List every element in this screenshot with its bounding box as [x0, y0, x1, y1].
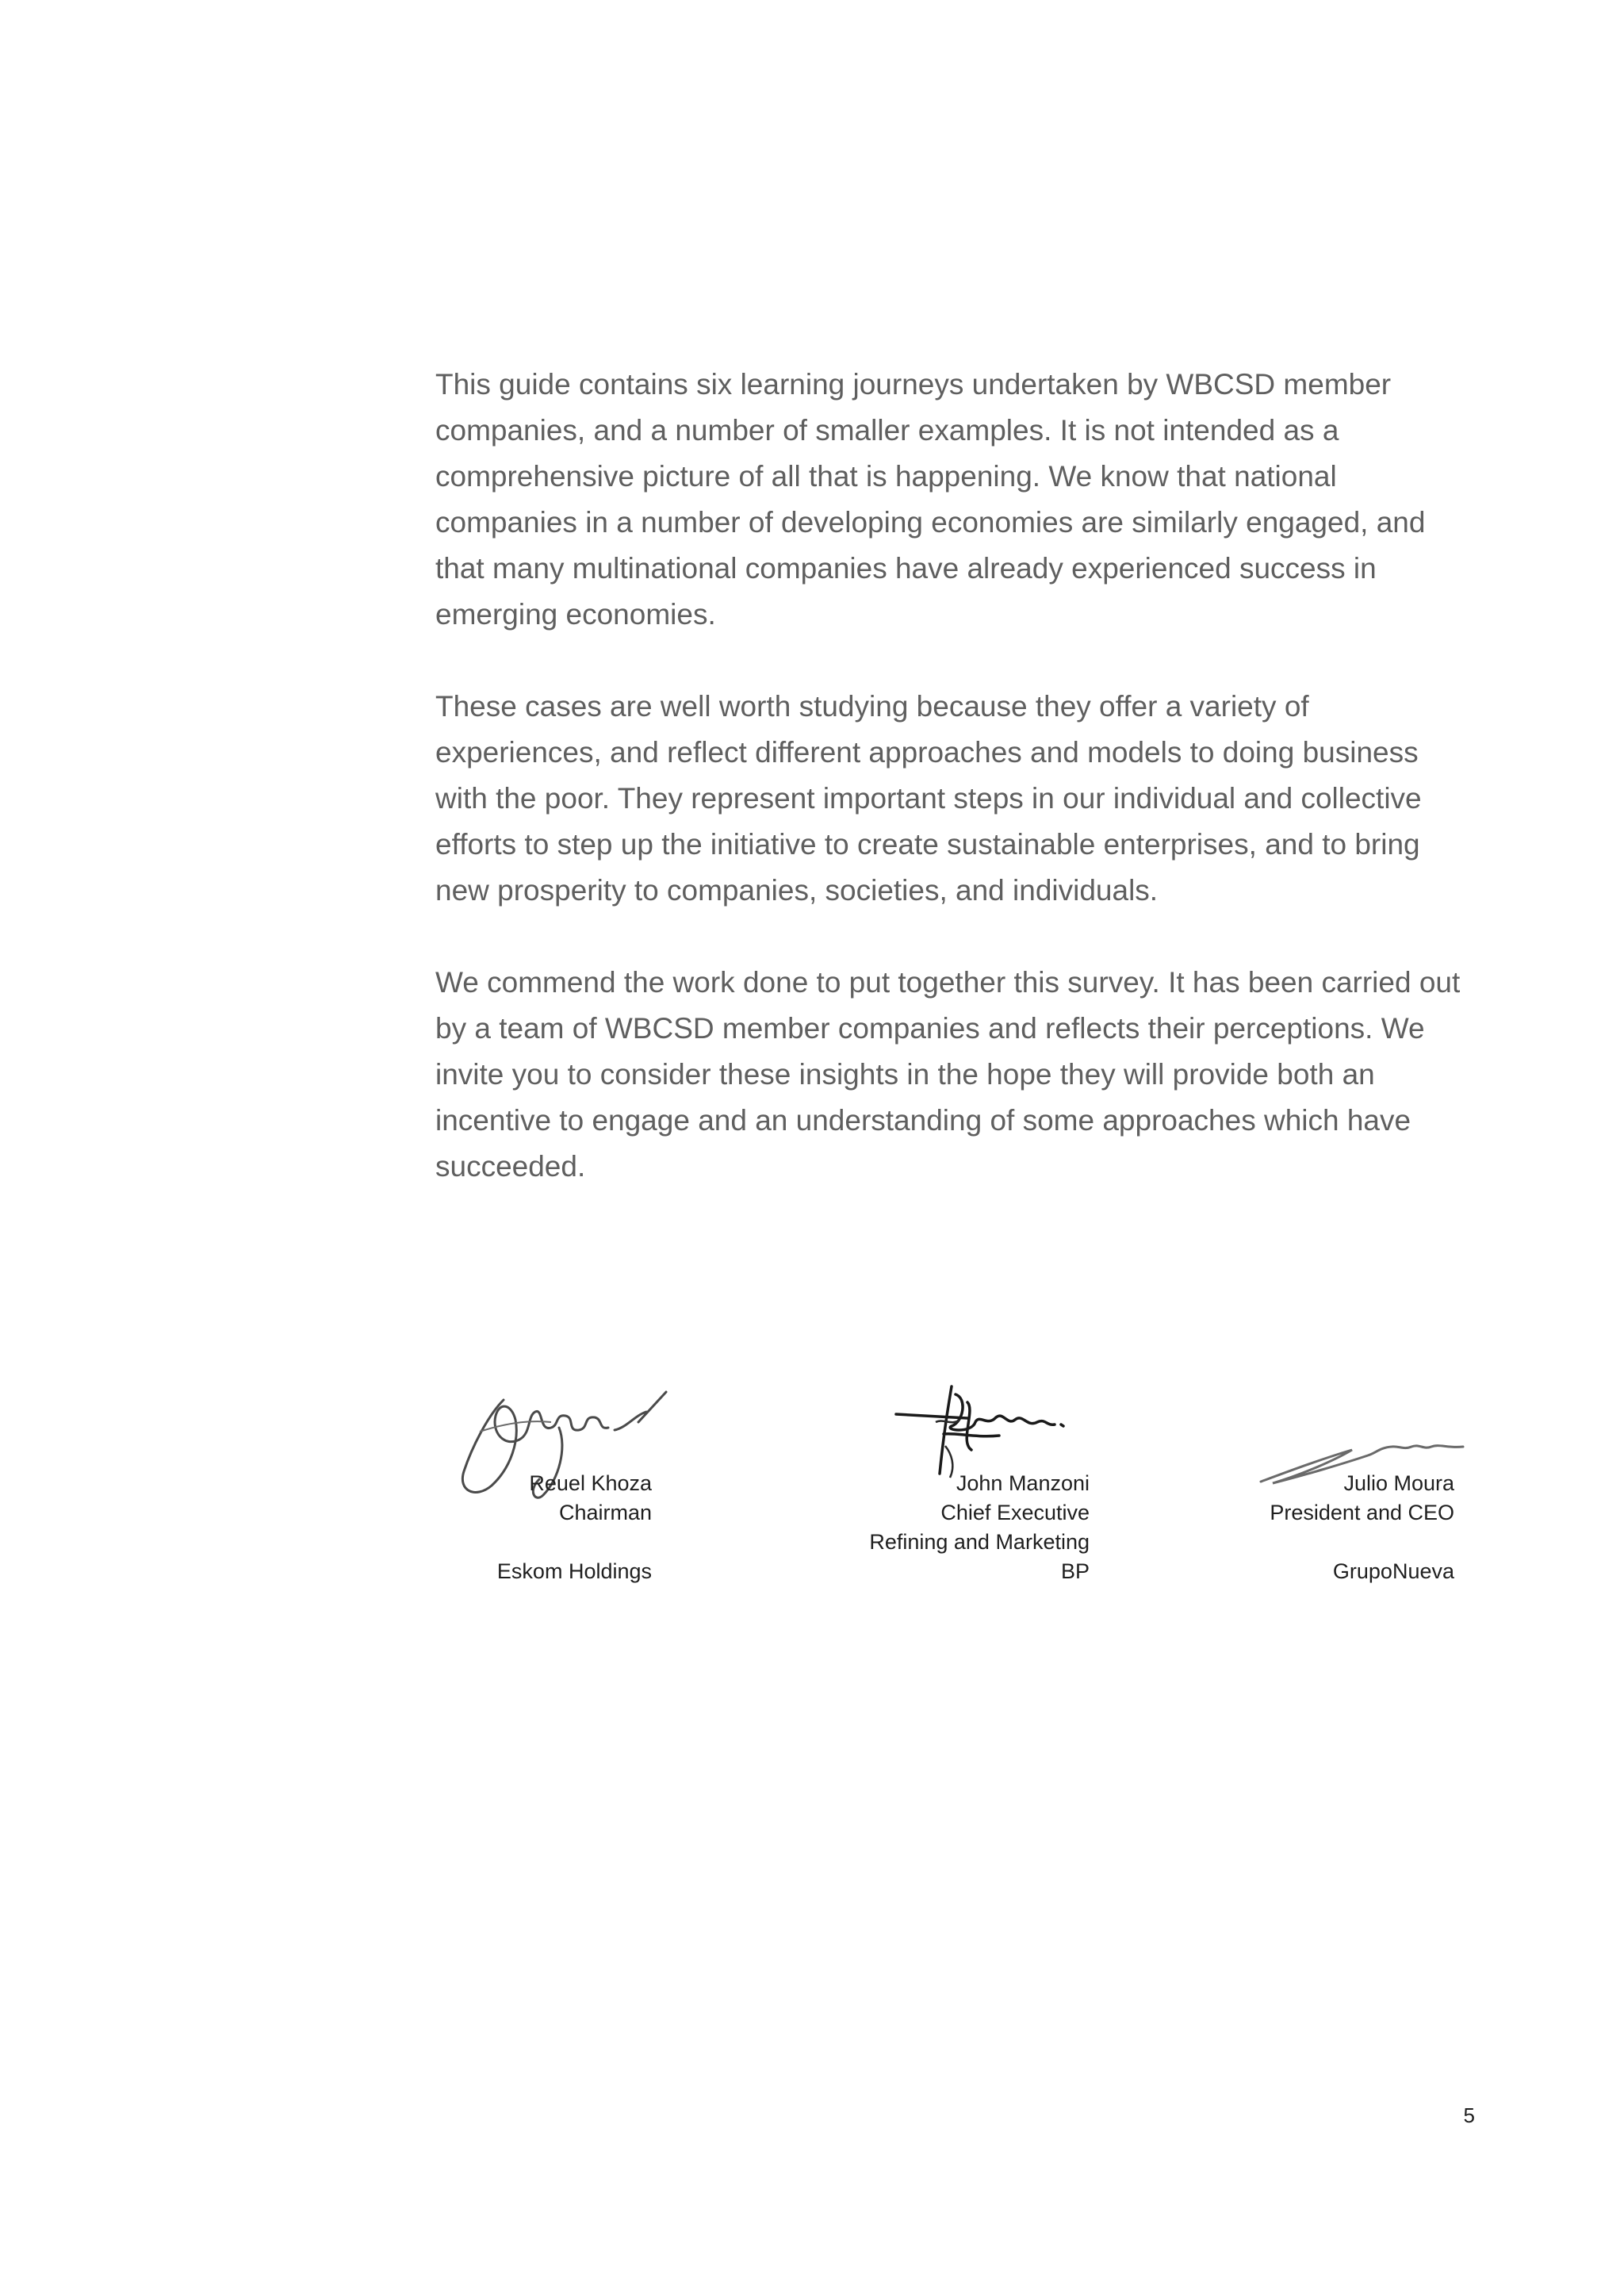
signatory-name: Reuel Khoza	[529, 1471, 652, 1495]
page-number: 5	[1463, 2103, 1475, 2127]
signatory-company: GrupoNueva	[1332, 1559, 1454, 1583]
signatory-3	[1237, 1469, 1454, 1586]
paragraph-3: We commend the work done to put together this survey. It has been carried out by a team of WBCSD member companies and reflects their perceptions. We invite you to consider these insights in the hope they will provide both an incentive to engage and an understanding of some approaches which have succeeded.	[435, 966, 1461, 1183]
signatory-title: President and CEO	[1270, 1501, 1454, 1524]
signatory-1	[444, 1469, 652, 1586]
body-text	[435, 362, 1466, 1236]
signatory-company: Eskom Holdings	[496, 1559, 652, 1583]
paragraph-2: These cases are well worth studying because they offer a variety of experiences, and reflect different approaches and models to doing business with the poor. They represent important steps in our individual and collective efforts to step up the initiative to create sustainable enterprises, and to bring new prosperity to companies, societies, and individuals.	[435, 690, 1422, 907]
signatory-title: Chairman	[558, 1501, 652, 1524]
paragraph-1: This guide contains six learning journeys undertaken by WBCSD member companies, and a number of smaller examples. It is not intended as a comprehensive picture of all that is happening. We know that national companies in a number of developing economies are similarly engaged, and that many multinational companies have already experienced success in emerging economies.	[435, 368, 1426, 631]
signatory-name: Julio Moura	[1343, 1471, 1454, 1495]
signatory-company: BP	[1060, 1559, 1090, 1583]
signatory-2	[841, 1469, 1090, 1586]
signatory-name: John Manzoni	[956, 1471, 1090, 1495]
signatory-title-2: Refining and Marketing	[869, 1530, 1090, 1554]
signatory-title-2	[1237, 1528, 1454, 1557]
signatory-title: Chief Executive	[940, 1501, 1090, 1524]
signatory-title-2	[444, 1528, 652, 1557]
